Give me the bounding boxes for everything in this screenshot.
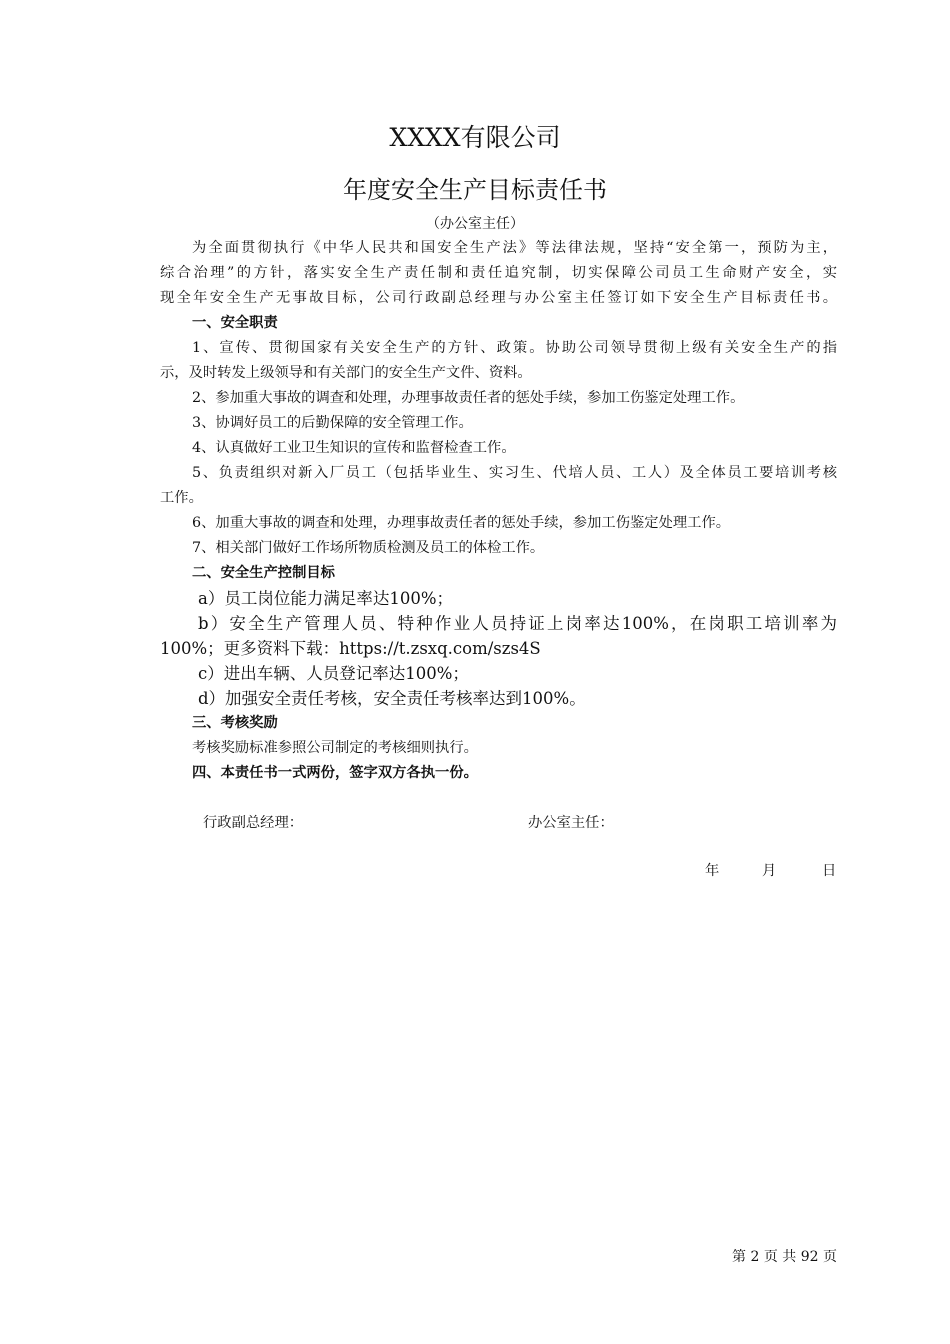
date-day: 日 [822, 863, 837, 879]
page-number: 第 2 页 共 92 页 [732, 1249, 837, 1265]
signature-row [160, 811, 837, 836]
duty-line: 7、相关部门做好工作场所物质检测及员工的体检工作。 [192, 540, 545, 556]
company-name: XXXX有限公司 [389, 123, 561, 152]
section-heading-rewards: 三、考核奖励 [192, 715, 278, 731]
duty-line: 工作。 [160, 490, 203, 506]
intro-line: 综合治理”的方针，落实安全生产责任制和责任追究制，切实保障公司员工生命财产安全，实 [160, 265, 837, 281]
duty-line: 2、参加重大事故的调查和处理，办理事故责任者的惩处手续，参加工伤鉴定处理工作。 [192, 390, 745, 406]
date-row [700, 859, 837, 884]
duty-line: 6、加重大事故的调查和处理，办理事故责任者的惩处手续，参加工伤鉴定处理工作。 [192, 515, 731, 531]
section-heading-targets: 二、安全生产控制目标 [192, 565, 335, 581]
target-line: c）进出车辆、人员登记率达100%； [198, 664, 469, 683]
target-line: a）员工岗位能力满足率达100%； [198, 589, 454, 608]
signature-office-director: 办公室主任： [528, 815, 614, 831]
duty-line: 1、宣传、贯彻国家有关安全生产的方针、政策。协助公司领导贯彻上级有关安全生产的指 [192, 340, 837, 356]
intro-line: 现全年安全生产无事故目标，公司行政副总经理与办公室主任签订如下安全生产目标责任书。 [160, 290, 837, 306]
signature-deputy-gm: 行政副总经理： [203, 815, 304, 831]
intro-line: 为全面贯彻执行《中华人民共和国安全生产法》等法律法规，坚持“安全第一，预防为主， [192, 240, 837, 256]
duty-line: 5、负责组织对新入厂员工（包括毕业生、实习生、代培人员、工人）及全体员工要培训考核 [192, 465, 837, 481]
target-line: d）加强安全责任考核，安全责任考核率达到100%。 [198, 689, 586, 708]
date-month: 月 [762, 863, 777, 879]
document-subtitle: （办公室主任） [426, 216, 524, 232]
duty-line: 3、协调好员工的后勤保障的安全管理工作。 [192, 415, 473, 431]
target-line: 100%；更多资料下载：https://t.zsxq.com/szs4S [160, 639, 541, 658]
document-title: 年度安全生产目标责任书 [343, 176, 607, 204]
target-line: b）安全生产管理人员、特种作业人员持证上岗率达100%，在岗职工培训率为 [198, 614, 837, 633]
rewards-text: 考核奖励标准参照公司制定的考核细则执行。 [192, 740, 478, 756]
duty-line: 4、认真做好工业卫生知识的宣传和监督检查工作。 [192, 440, 516, 456]
document-body [160, 236, 837, 786]
duty-line: 示，及时转发上级领导和有关部门的安全生产文件、资料。 [160, 365, 532, 381]
section-heading-duties: 一、安全职责 [192, 315, 278, 331]
section-heading-copies: 四、本责任书一式两份，签字双方各执一份。 [192, 765, 478, 781]
date-year: 年 [705, 863, 720, 879]
